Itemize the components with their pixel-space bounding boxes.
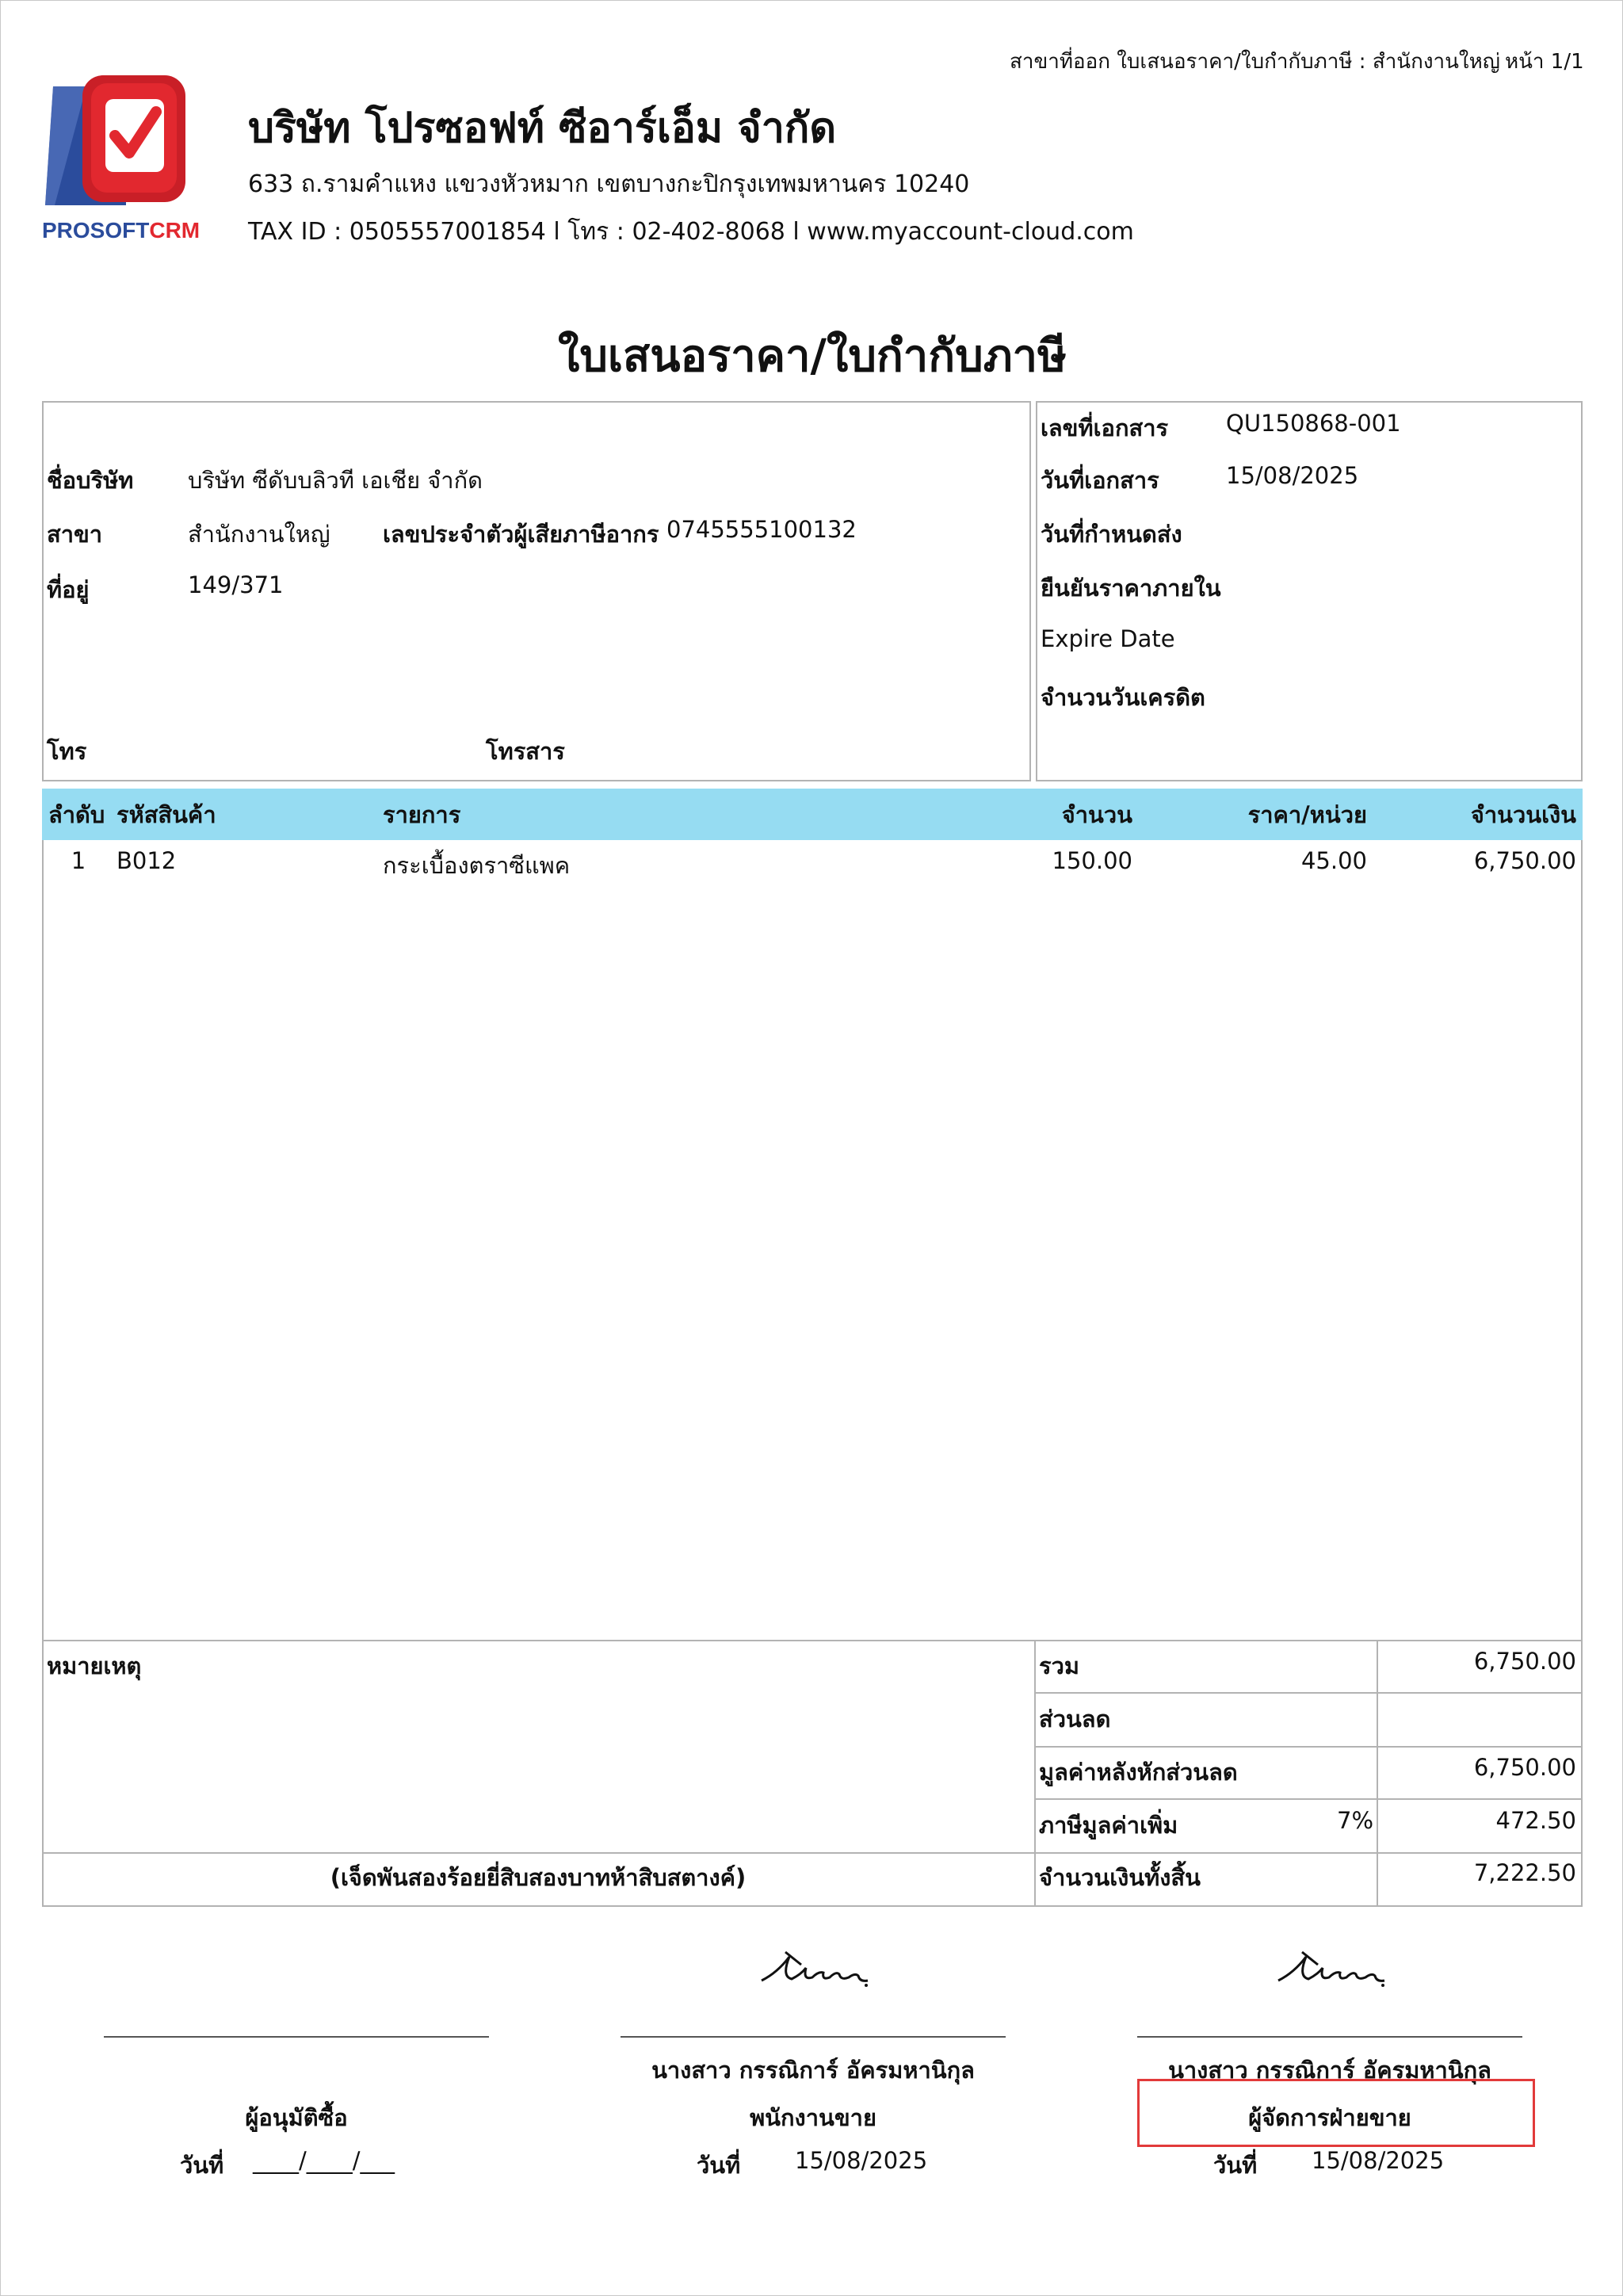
customer-address-label: ที่อยู่	[47, 576, 90, 603]
row-description: กระเบื้องตราซีแพค	[383, 852, 571, 879]
price-confirm-label: ยืนยันราคาภายใน	[1041, 575, 1221, 602]
page-number: หน้า 1/1	[1505, 50, 1584, 74]
sales-role: พนักงานขาย	[750, 2104, 876, 2131]
company-logo	[39, 71, 221, 245]
manager-role-highlight	[1137, 2079, 1535, 2147]
row-amount: 6,750.00	[1473, 847, 1576, 874]
col-header-quantity: จำนวน	[1061, 801, 1132, 828]
customer-company-value: บริษัท ซีดับบลิวที เอเชีย จำกัด	[188, 467, 483, 494]
customer-fax-label: โทรสาร	[486, 738, 565, 765]
totals-value-divider	[1377, 1640, 1378, 1907]
doc-date-value: 15/08/2025	[1226, 462, 1359, 489]
customer-taxid-value: 0745555100132	[666, 516, 857, 543]
doc-number-label: เลขที่เอกสาร	[1041, 415, 1169, 441]
row-quantity: 150.00	[1052, 847, 1132, 874]
after-discount-value: 6,750.00	[1473, 1754, 1576, 1781]
row-code: B012	[116, 847, 177, 874]
company-name: บริษัท โปรซอฟท์ ซีอาร์เอ็ม จำกัด	[248, 105, 837, 152]
col-header-unit-price: ราคา/หน่วย	[1247, 801, 1367, 828]
company-contact: TAX ID : 0505557001854 l โทร : 02-402-8068 l www.myaccount-cloud.com	[248, 218, 1134, 246]
totals-row-divider	[1034, 1746, 1583, 1748]
logo-wordmark: PROSOFTCRM	[42, 218, 200, 243]
sales-date-value: 15/08/2025	[795, 2147, 928, 2174]
items-table-body	[42, 840, 1583, 1641]
col-header-description: รายการ	[383, 801, 461, 828]
sales-signature	[754, 1941, 873, 1996]
customer-branch-label: สาขา	[47, 521, 103, 548]
manager-signature	[1270, 1941, 1389, 1996]
delivery-date-label: วันที่กำหนดส่ง	[1041, 521, 1182, 548]
buyer-date-value: ____/____/___	[253, 2147, 395, 2174]
col-header-code: รหัสสินค้า	[116, 801, 216, 828]
totals-row-divider	[1034, 1798, 1583, 1800]
customer-company-label: ชื่อบริษัท	[47, 467, 134, 494]
after-discount-label: มูลค่าหลังหักส่วนลด	[1039, 1759, 1238, 1786]
vat-rate: 7%	[1337, 1807, 1374, 1834]
totals-divider	[1034, 1640, 1036, 1907]
manager-date-value: 15/08/2025	[1312, 2147, 1445, 2174]
grand-total-value: 7,222.50	[1473, 1859, 1576, 1886]
totals-row-divider	[1034, 1692, 1583, 1694]
expire-date-label: Expire Date	[1041, 625, 1175, 652]
vat-label: ภาษีมูลค่าเพิ่ม	[1039, 1812, 1178, 1839]
manager-date-label: วันที่	[1213, 2152, 1258, 2179]
col-header-amount: จำนวนเงิน	[1470, 801, 1576, 828]
customer-phone-label: โทร	[47, 738, 87, 765]
sales-name: นางสาว กรรณิการ์ อัครมหานิกุล	[651, 2057, 975, 2084]
row-no: 1	[71, 847, 86, 874]
manager-name: นางสาว กรรณิการ์ อัครมหานิกุล	[1168, 2057, 1491, 2084]
buyer-role: ผู้อนุมัติซื้อ	[245, 2104, 348, 2131]
row-unit-price: 45.00	[1300, 847, 1367, 874]
credit-days-label: จำนวนวันเครดิต	[1041, 684, 1205, 711]
amount-in-words: (เจ็ดพันสองร้อยยี่สิบสองบาทห้าสิบสตางค์)	[330, 1864, 747, 1891]
doc-number-value: QU150868-001	[1226, 410, 1401, 437]
customer-address-value: 149/371	[188, 571, 284, 598]
subtotal-value: 6,750.00	[1473, 1648, 1576, 1675]
document-title: ใบเสนอราคา/ใบกำกับภาษี	[558, 330, 1067, 382]
totals-row-divider	[42, 1852, 1583, 1854]
grand-total-label: จำนวนเงินทั้งสิ้น	[1039, 1864, 1201, 1891]
sales-signature-line	[621, 2036, 1006, 2038]
issuing-branch-line: สาขาที่ออก ใบเสนอราคา/ใบกำกับภาษี : สำนักงานใหญ่	[1010, 50, 1500, 74]
discount-label: ส่วนลด	[1039, 1706, 1111, 1733]
sales-date-label: วันที่	[697, 2152, 741, 2179]
subtotal-label: รวม	[1039, 1652, 1079, 1679]
manager-role: ผู้จัดการฝ่ายขาย	[1248, 2104, 1411, 2131]
manager-signature-line	[1137, 2036, 1522, 2038]
col-header-no: ลำดับ	[48, 801, 105, 828]
customer-branch-value: สำนักงานใหญ่	[188, 521, 330, 548]
buyer-date-label: วันที่	[180, 2152, 224, 2179]
buyer-signature-line	[104, 2036, 489, 2038]
doc-date-label: วันที่เอกสาร	[1041, 467, 1159, 494]
company-address: 633 ถ.รามคำแหง แขวงหัวหมาก เขตบางกะปิกรุงเทพมหานคร 10240	[248, 170, 970, 198]
remark-label: หมายเหตุ	[47, 1652, 142, 1679]
customer-taxid-label: เลขประจำตัวผู้เสียภาษีอากร	[383, 521, 659, 548]
vat-value: 472.50	[1495, 1807, 1576, 1834]
